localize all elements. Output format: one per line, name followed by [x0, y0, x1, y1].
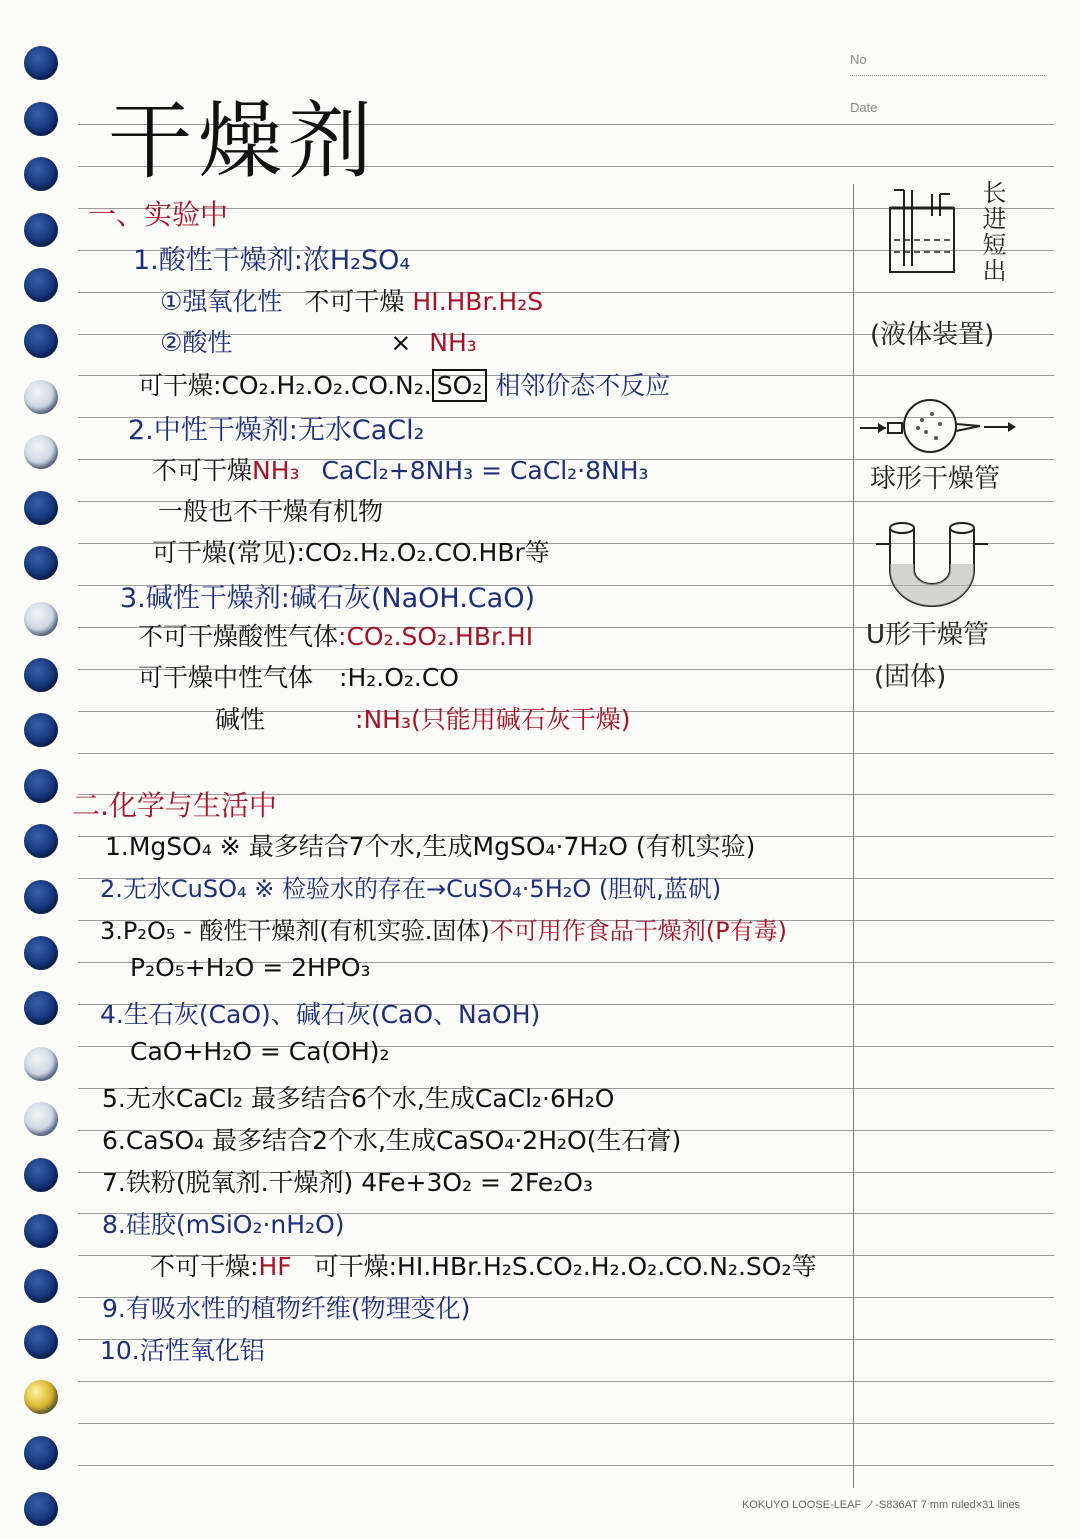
- binder-hole: [24, 1325, 58, 1359]
- s2-silica-line: [150, 1247, 817, 1283]
- acid-p1-items: HI.HBr.H₂S: [412, 287, 544, 316]
- neutral-no-item: NH₃: [252, 456, 300, 485]
- footer-brand: KOKUYO LOOSE-LEAF ノ-S836AT 7 mm ruled×31 lines: [742, 1499, 1021, 1511]
- s2-p2o5-equation: P₂O₅+H₂O = 2HPO₃: [130, 953, 371, 982]
- binder-hole: [24, 1269, 58, 1303]
- neutral-equation: CaCl₂+8NH₃ = CaCl₂·8NH₃: [321, 456, 649, 485]
- u-drying-tube-diagram: [872, 514, 992, 610]
- binder-hole: [24, 380, 58, 414]
- binder-hole: [24, 157, 58, 191]
- section1-heading: 一、实验中: [88, 198, 229, 231]
- neutral-no-label: 不可干燥: [152, 456, 253, 485]
- binder-hole: [24, 991, 58, 1025]
- binder-hole: [24, 1380, 58, 1414]
- acid-p2-mark: ×: [390, 328, 412, 357]
- binder-hole: [24, 46, 58, 80]
- binder-hole: [24, 1492, 58, 1526]
- acid-dry-line: [138, 366, 670, 402]
- wash-label: (液体装置): [870, 320, 995, 350]
- acid-dry-label: 可干燥:: [138, 371, 222, 400]
- binder-hole: [24, 213, 58, 247]
- acid-title: 1.酸性干燥剂: [133, 245, 294, 276]
- binder-hole: [24, 658, 58, 692]
- date-label: Date: [850, 100, 878, 115]
- basic-basic-items: :NH₃(只能用碱石灰干燥): [355, 705, 631, 734]
- s2-item-2: 2.无水CuSO₄ ※ 检验水的存在→CuSO₄·5H₂O (胆矾,蓝矾): [100, 875, 722, 903]
- s2-item-3-warn: 不可用作食品干燥剂(P有毒): [489, 917, 787, 945]
- no-dotted-line: [850, 75, 1045, 76]
- binder-hole: [24, 824, 58, 858]
- basic-basic-label: 碱性: [215, 705, 266, 734]
- binder-hole: [24, 1047, 58, 1081]
- neutral-agent: :无水CaCl₂: [288, 415, 425, 446]
- ruled-line: [78, 1423, 1054, 1424]
- s2-lime-equation: CaO+H₂O = Ca(OH)₂: [130, 1037, 390, 1066]
- binder-hole: [24, 102, 58, 136]
- ruled-line: [78, 1465, 1054, 1466]
- section2-heading: 二.化学与生活中: [72, 789, 277, 822]
- s2-item-6: 6.CaSO₄ 最多结合2个水,生成CaSO₄·2H₂O(生石膏): [102, 1126, 682, 1155]
- binder-hole: [24, 324, 58, 358]
- basic-title-line: [120, 576, 535, 615]
- binder-hole: [24, 1102, 58, 1136]
- page-title: 干燥剂: [108, 92, 379, 190]
- acid-dry-boxed: SO₂: [432, 369, 488, 402]
- ball-tube-label: 球形干燥管: [870, 464, 1001, 494]
- s2-silica-dry: 可干燥:HI.HBr.H₂S.CO₂.H₂.O₂.CO.N₂.SO₂等: [313, 1252, 817, 1281]
- s2-item-10: 10.活性氧化铝: [100, 1336, 265, 1365]
- binder-hole: [24, 602, 58, 636]
- acid-p2-items: NH₃: [429, 328, 477, 357]
- wash-note: 长进短出: [978, 180, 1006, 284]
- acid-dry-items: CO₂.H₂.O₂.CO.N₂.: [221, 371, 432, 400]
- u-tube-sub: (固体): [874, 662, 947, 692]
- basic-no-label: 不可干燥酸性气体: [138, 622, 339, 651]
- ruled-line: [78, 1381, 1054, 1382]
- binder-hole: [24, 546, 58, 580]
- s2-silica-no-label: 不可干燥:: [150, 1252, 259, 1281]
- neutral-title: 2.中性干燥剂: [128, 415, 289, 446]
- acid-p1-text: 不可干燥: [304, 287, 405, 316]
- binder-hole: [24, 491, 58, 525]
- ball-drying-tube-diagram: [860, 398, 1020, 458]
- acid-p1-line: [160, 282, 543, 318]
- neutral-title-line: [128, 408, 424, 447]
- s2-item-1: 1.MgSO₄ ※ 最多结合7个水,生成MgSO₄·7H₂O (有机实验): [105, 832, 756, 861]
- s2-item-4: 4.生石灰(CaO)、碱石灰(CaO、NaOH): [100, 1000, 541, 1029]
- acid-p1-label: ①强氧化性: [160, 287, 283, 316]
- s2-item-3: 3.P₂O₅ - 酸性干燥剂(有机实验.固体): [100, 917, 490, 945]
- binder-hole: [24, 936, 58, 970]
- s2-item-9: 9.有吸水性的植物纤维(物理变化): [102, 1294, 471, 1323]
- acid-p2-line: [160, 323, 477, 359]
- margin-line: [853, 184, 854, 1488]
- basic-no-line: [138, 617, 533, 653]
- basic-title: 3.碱性干燥剂: [120, 583, 281, 614]
- binder-hole: [24, 1214, 58, 1248]
- neutral-dry: 可干燥(常见):CO₂.H₂.O₂.CO.HBr等: [152, 538, 550, 567]
- basic-no-items: :CO₂.SO₂.HBr.HI: [338, 622, 534, 651]
- binder-hole: [24, 1158, 58, 1192]
- basic-dry-items: :H₂.O₂.CO: [339, 663, 459, 692]
- s2-item-5: 5.无水CaCl₂ 最多结合6个水,生成CaCl₂·6H₂O: [102, 1084, 615, 1113]
- ruled-line: [78, 753, 1054, 754]
- basic-agent: :碱石灰(NaOH.CaO): [280, 583, 535, 614]
- binder-hole: [24, 880, 58, 914]
- basic-dry-label: 可干燥中性气体: [138, 663, 314, 692]
- no-label: No: [850, 52, 867, 67]
- basic-basic-line: [215, 700, 630, 736]
- acid-p2-label: ②酸性: [160, 328, 233, 357]
- s2-silica-no-item: HF: [258, 1252, 292, 1281]
- neutral-no-line: [152, 451, 649, 487]
- binder-hole: [24, 713, 58, 747]
- acid-dry-note: 相邻价态不反应: [495, 371, 671, 400]
- neutral-organic: 一般也不干燥有机物: [158, 497, 384, 526]
- s2-item-8: 8.硅胶(mSiO₂·nH₂O): [102, 1210, 345, 1239]
- binder-hole: [24, 1436, 58, 1470]
- binder-hole: [24, 769, 58, 803]
- basic-dry-line: [138, 658, 459, 694]
- acid-agent: :浓H₂SO₄: [293, 245, 411, 276]
- binder-hole: [24, 268, 58, 302]
- binder-hole: [24, 435, 58, 469]
- gas-wash-bottle-diagram: [880, 186, 970, 278]
- u-tube-label: U形干燥管: [866, 620, 990, 650]
- s2-item-7: 7.铁粉(脱氧剂.干燥剂) 4Fe+3O₂ = 2Fe₂O₃: [102, 1168, 593, 1197]
- s2-item-3-line: [100, 911, 787, 946]
- acid-title-line: [133, 238, 410, 277]
